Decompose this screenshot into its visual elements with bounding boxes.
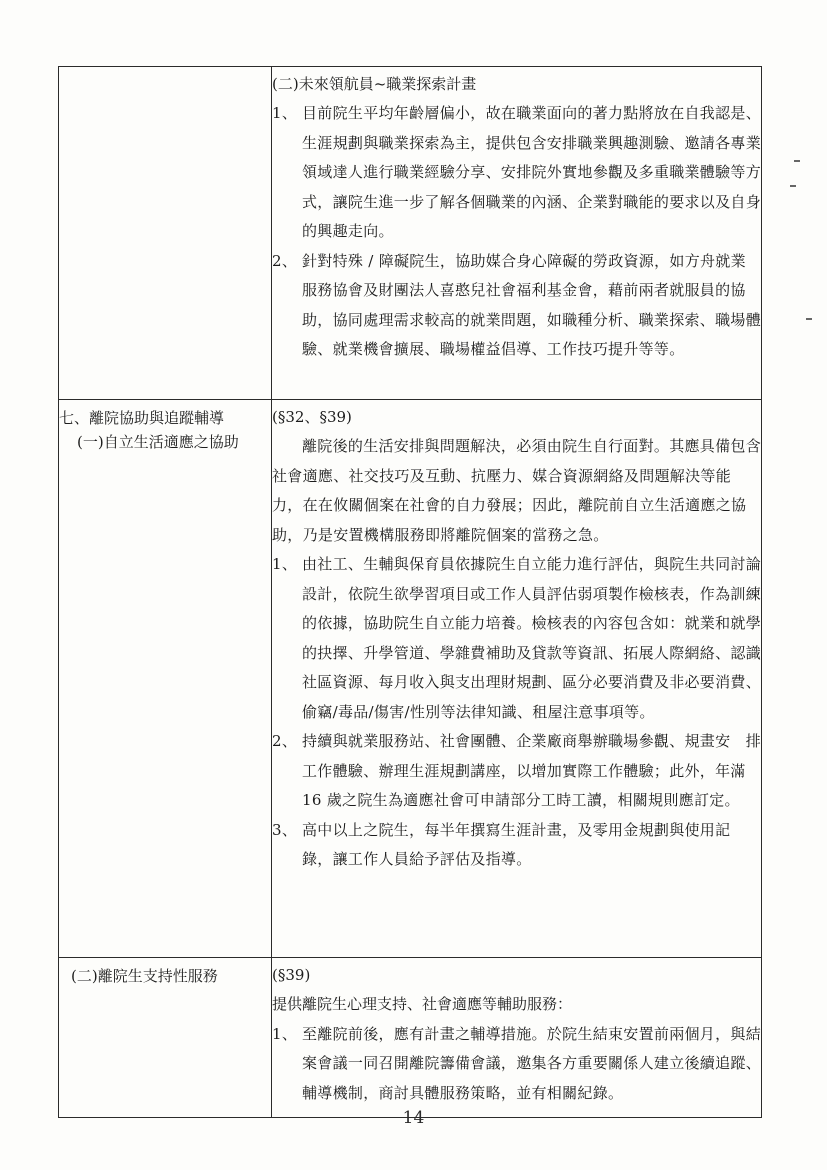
scan-speck <box>794 160 800 162</box>
item-text: 由社工、生輔與保育員依據院生自立能力進行評估，與院生共同討論設計，依院生欲學習項目或工作人員評估弱項製作檢核表，作為訓練的依據，協助院生自立能力培養。檢核表的內容包含如：就業和就學的抉擇、升學管道、學雜費補助及貸款等資訊、拓展人際網絡、認識社區資源、每月收入與支出理財規劃、區分必要消費及非必要消費、偷竊/毒品/傷害/性別等法律知識、租屋注意事項等。 <box>302 555 762 721</box>
item-text: 針對特殊 / 障礙院生，協助媒合身心障礙的勞政資源，如方舟就業服務協會及財團法人喜憨兒社會福利基金會，藉前兩者就服員的協助，協同處理需求較高的就業問題，如職種分析、職業探索、職場體驗、就業機會擴展、職場權益倡導、工作技巧提升等等。 <box>302 251 762 358</box>
item-number: 3、 <box>272 820 298 839</box>
row-content-cell <box>272 67 762 400</box>
law-reference: (§39) <box>272 966 311 984</box>
item-text: 至離院前後，應有計畫之輔導措施。於院生結束安置前兩個月，與結案會議一同召開離院籌備會議，邀集各方重要關係人建立後續追蹤、輔導機制，商討具體服務策略，並有相關紀錄。 <box>302 1024 762 1102</box>
intro-paragraph: 離院後的生活安排與問題解決，必須由院生自行面對。其應具備包含社會適應、社交技巧及互動、抗壓力、媒合資源網絡及問題解決等能力，在在攸關個案在社會的自力發展；因此，離院前自立生活適應之協助，乃是安置機構服務即將離院個案的當務之急。 <box>272 437 762 544</box>
item-text: 持續與就業服務站、社會團體、企業廠商舉辦職場參觀、規畫安 排工作體驗、辦理生涯規劃講座，以增加實際工作體驗；此外，年滿 16 歲之院生為適應社會可申請部分工時工讀，相關規則應訂定。 <box>302 732 762 809</box>
table-row <box>59 400 762 958</box>
section-title: 七、離院協助與追蹤輔導 <box>59 409 225 427</box>
scan-speck <box>790 185 796 187</box>
item-number: 1、 <box>272 1024 298 1043</box>
item-number: 2、 <box>272 251 298 270</box>
row-label-cell <box>59 400 272 958</box>
item-number: 1、 <box>272 555 298 573</box>
subsection-label: (二)離院生支持性服務 <box>71 967 218 985</box>
row-label-cell <box>59 67 272 400</box>
table-row <box>59 67 762 400</box>
item-number: 1、 <box>272 104 298 122</box>
table-row <box>59 958 762 1118</box>
list-item <box>272 727 761 816</box>
row-label-cell <box>59 958 272 1118</box>
item-text: 高中以上之院生，每半年撰寫生涯計畫，及零用金規劃與使用記 錄，讓工作人員給予評估及指導。 <box>302 820 746 868</box>
subsection-title: (二)未來領航員~職業探索計畫 <box>272 75 477 93</box>
row-content-cell <box>272 958 762 1118</box>
item-number: 2、 <box>272 732 298 750</box>
item-text: 目前院生平均年齡層偏小，故在職業面向的著力點將放在自我認是、生涯規劃與職業探索為主，提供包含安排職業興趣測驗、邀請各專業領域達人進行職業經驗分享、安排院外實地參觀及多重職業體驗等方式，讓院生進一步了解各個職業的內涵、企業對職能的要求以及自身的興趣走向。 <box>302 104 762 240</box>
scan-speck <box>806 318 812 320</box>
law-reference: (§32、§39) <box>272 408 352 426</box>
list-item <box>272 1020 761 1109</box>
list-item <box>272 550 761 727</box>
list-item <box>272 247 761 365</box>
subsection-label: (一)自立生活適應之協助 <box>77 433 239 451</box>
intro-paragraph: 提供離院生心理支持、社會適應等輔助服務： <box>272 995 573 1013</box>
row-content-cell <box>272 400 762 958</box>
page-number: 14 <box>402 1108 425 1128</box>
list-item <box>272 99 761 247</box>
list-item <box>272 816 761 875</box>
plan-table <box>58 66 762 1118</box>
